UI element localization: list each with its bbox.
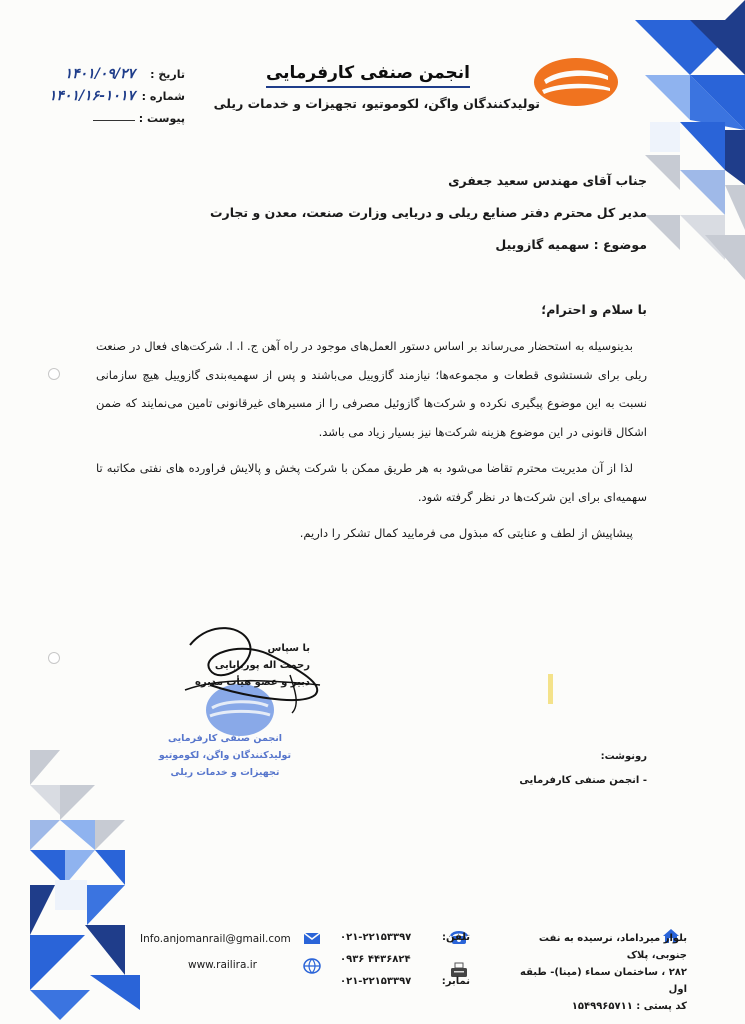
stamp-line-1: انجمن صنفی کارفرمایی — [167, 733, 283, 744]
organization-logo — [530, 54, 622, 110]
mobile-row — [340, 952, 470, 974]
cc-item: - انجمن صنفی کارفرمایی — [519, 775, 647, 786]
body-paragraph-2: لذا از آن مدیریت محترم تقاضا می‌شود به هر طریق ممکن با شرکت پخش و پالایش فراورده های نفتی مکاتبه تا سهمیه‌ای برای این شرکت‌ها در نظر گرفته شود. — [96, 461, 647, 504]
recipient-name: جناب آقای مهندس سعید جعفری — [448, 173, 647, 188]
letter-meta — [20, 66, 185, 132]
attachment-row — [20, 110, 185, 132]
mail-icon — [303, 932, 321, 945]
organization-title: انجمن صنفی کارفرمایی — [266, 63, 470, 88]
date-label: تاریخ : — [150, 68, 185, 81]
cc-block — [519, 745, 647, 793]
phone-row — [340, 930, 470, 952]
recipient-block — [210, 165, 647, 261]
attachment-label: پیوست : — [138, 112, 185, 125]
website-row — [140, 956, 330, 982]
recipient-title: مدیر کل محترم دفتر صنایع ریلی و دریایی وزارت صنعت، معدن و تجارت — [209, 205, 647, 220]
closing-text: با سپاس — [267, 643, 310, 654]
date-value: ۱۴۰۱/۰۹/۲۷ — [64, 66, 135, 82]
stamp-line-3: تجهیزات و خدمات ریلی — [170, 767, 280, 778]
number-row — [20, 88, 185, 110]
subject-label: موضوع : — [593, 237, 647, 252]
highlight-mark — [548, 674, 553, 704]
address-line-1: بلوار میرداماد، نرسیده به نفت جنوبی، پلاک — [538, 933, 687, 961]
email-address[interactable]: Info.anjomanrail@gmail.com — [140, 933, 291, 945]
phone-label: تلفن: — [441, 932, 470, 943]
letter-body — [96, 332, 647, 548]
footer-address — [507, 930, 687, 1015]
organization-subtitle: تولیدکنندگان واگن، لکوموتیو، تجهیزات و خدمات ریلی — [213, 96, 540, 111]
globe-icon — [303, 958, 321, 974]
punch-hole-bottom — [48, 652, 60, 664]
greeting: با سلام و احترام؛ — [541, 302, 647, 317]
footer-web — [140, 930, 330, 982]
date-row — [20, 66, 185, 88]
body-paragraph-1: بدینوسیله به استحضار می‌رساند بر اساس دستور العمل‌های موجود در راه آهن ج. ا. ا. شرکت‌های فعال در صنعت ریلی برای شستشوی قطعات و مجموعه‌ها؛ نیازمند گازوییل می‌باشند و پس از سهمیه‌بندی گازوییل هیچ سازمانی نسبت به این موضوع پیگیری نکرده و شرکت‌ها گازوئیل مصرفی را از مسیرهای غیرقانونی تامین می‌نمایند که ضمن اشکال قانونی در این موضوع هزینه شرکت‌ها نیز بسیار زیاد می باشد. — [96, 339, 647, 439]
body-paragraph-3: پیشاپیش از لطف و عنایتی که مبذول می فرمایید کمال تشکر را داریم. — [299, 526, 633, 540]
fax-row — [340, 974, 470, 996]
signer-title: دبیر و عضو هیأت مدیره — [195, 677, 310, 688]
website-url[interactable]: www.railira.ir — [188, 959, 257, 971]
stamp-text — [150, 730, 300, 781]
address-line-2: ۲۸۲ ، ساختمان سماء (مینا)- طبقه اول — [520, 967, 687, 995]
punch-hole-top — [48, 368, 60, 380]
cc-label: رونوشت: — [600, 751, 647, 762]
footer-contact — [340, 930, 470, 996]
address-line-3: کد پستی : ۱۵۴۹۹۶۵۷۱۱ — [571, 1001, 687, 1012]
handwritten-signature — [150, 615, 340, 715]
attachment-blank-line — [93, 120, 135, 121]
phone-number-2: ۰۹۳۶ ۴۴۳۶۸۲۴ — [340, 954, 411, 965]
email-row — [140, 930, 330, 956]
fax-number: ۰۲۱-۲۲۱۵۳۳۹۷ — [340, 976, 412, 987]
subject-line — [210, 229, 647, 261]
number-value: ۱۴۰۱/۱۶-۱۰۱۷ — [48, 88, 135, 104]
subject-value: سهمیه گازوییل — [495, 237, 590, 252]
number-label: شماره : — [141, 90, 185, 103]
fax-label: نمابر: — [441, 976, 470, 987]
phone-number-1: ۰۲۱-۲۲۱۵۳۳۹۷ — [340, 932, 412, 943]
stamp-line-2: تولیدکنندگان واگن، لکوموتیو — [158, 750, 292, 761]
corner-decoration-bottom — [0, 745, 160, 1024]
signer-name: رحمت اله پوربابایی — [214, 660, 310, 671]
